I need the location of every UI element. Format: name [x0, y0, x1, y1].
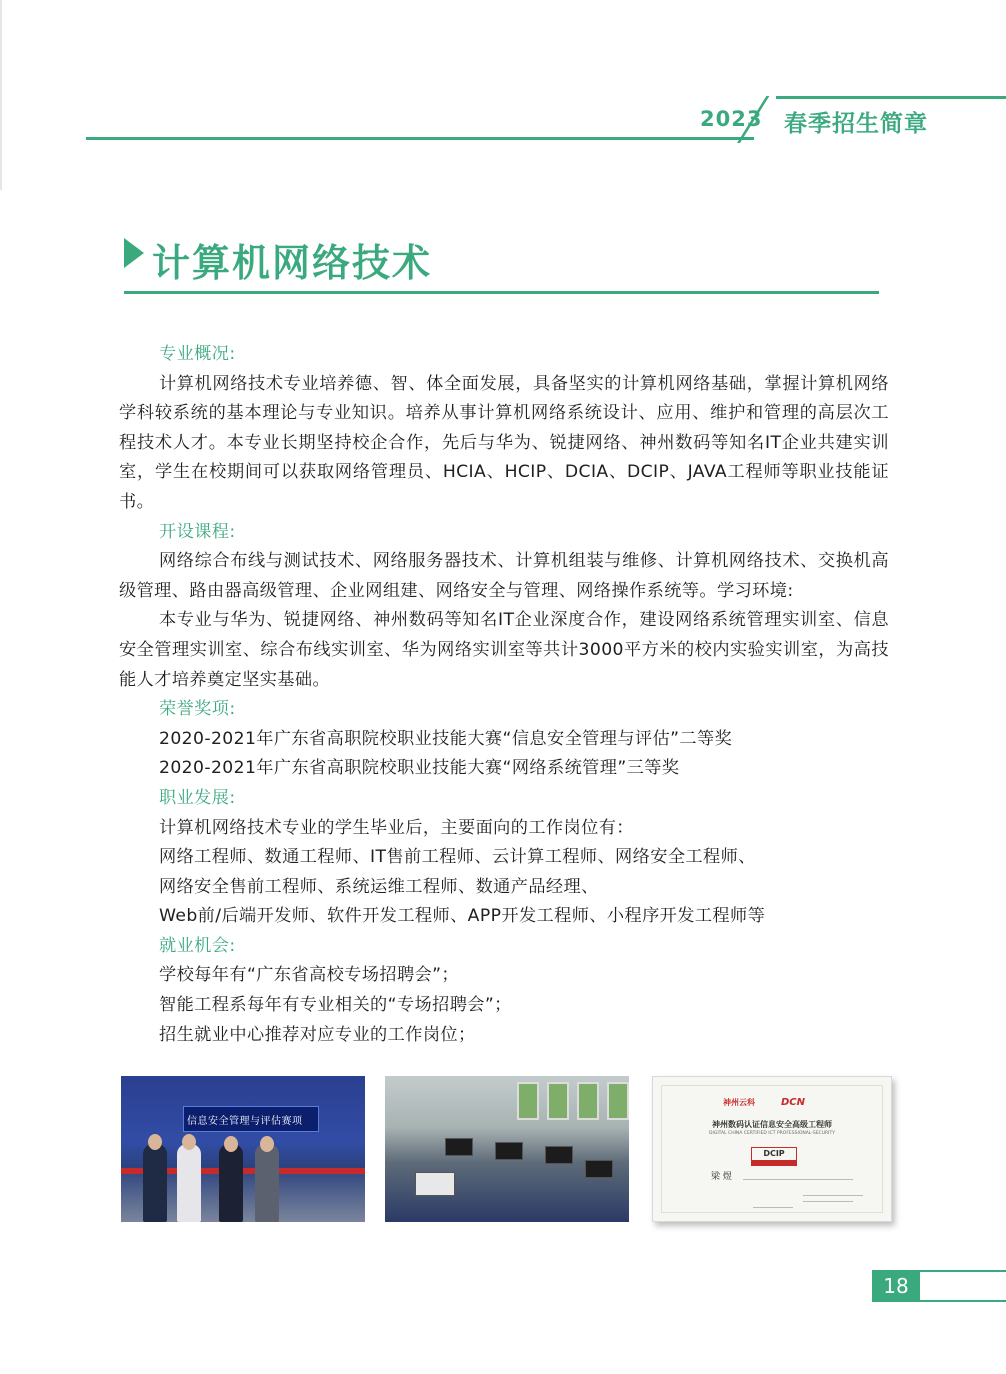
person-head: [148, 1134, 162, 1150]
certificate-badge: DCIP: [751, 1147, 797, 1161]
certificate-photo: [652, 1076, 892, 1222]
career-item: 网络安全售前工程师、系统运维工程师、数通产品经理、: [159, 876, 599, 897]
lab-window: [517, 1082, 539, 1120]
page-edge: [0, 0, 2, 190]
career-heading: 职业发展:: [159, 787, 236, 808]
courses-text: 网络综合布线与测试技术、网络服务器技术、计算机组装与维修、计算机网络技术、交换机高级管理、路由器高级管理、企业网组建、网络安全与管理、网络操作系统等。学习环境:: [119, 551, 889, 601]
header-rule-top: [776, 96, 1006, 99]
employment-item: 招生就业中心推荐对应专业的工作岗位；: [159, 1024, 476, 1045]
lab-monitor: [495, 1142, 523, 1160]
lab-window: [577, 1082, 599, 1120]
environment-text: 本专业与华为、锐捷网络、神州数码等知名IT企业深度合作，建设网络系统管理实训室、信息安全管理实训室、综合布线实训室、华为网络实训室等共计3000平方米的校内实验实训室，为高技能人才培养奠定坚实基础。: [119, 610, 889, 690]
header-title: 春季招生简章: [784, 111, 928, 137]
honors-heading: 荣誉奖项:: [159, 699, 236, 720]
header-rule: [86, 137, 754, 140]
person-figure: [177, 1144, 201, 1222]
award-banner-text: 信息安全管理与评估赛项: [187, 1116, 303, 1127]
main-content: [119, 340, 889, 1050]
header-year: 2023: [700, 107, 763, 131]
person-head: [260, 1136, 274, 1152]
person-figure: [143, 1144, 167, 1222]
page-number: 18: [872, 1270, 920, 1302]
section-underline: [124, 291, 879, 294]
overview-heading: 专业概况:: [159, 344, 236, 364]
person-figure: [255, 1144, 279, 1222]
certificate-logo-left: 神州云科: [723, 1098, 755, 1107]
employment-item: 学校每年有“广东省高校专场招聘会”；: [159, 965, 460, 986]
lab-monitor: [585, 1160, 613, 1178]
certificate-signature: [753, 1207, 793, 1208]
person-figure: [219, 1144, 243, 1222]
section-arrow-icon: [124, 238, 144, 268]
certificate-subtitle: DIGITAL CHINA CERTIFIED ICT PROFESSIONAL-SECURITY: [709, 1131, 835, 1136]
lab-window: [607, 1082, 629, 1120]
page-number-rule: [920, 1270, 1006, 1272]
certificate-badge-bar: [751, 1161, 797, 1166]
lab-window: [547, 1082, 569, 1120]
employment-item: 智能工程系每年有专业相关的“专场招聘会”；: [159, 995, 512, 1016]
lab-monitor: [445, 1138, 473, 1156]
person-head: [224, 1136, 238, 1152]
honor-item: 2020-2021年广东省高职院校职业技能大赛“网络系统管理”三等奖: [159, 758, 680, 779]
certificate-text-line: [743, 1179, 853, 1180]
certificate-title: 神州数码认证信息安全高级工程师: [712, 1120, 832, 1129]
career-item: Web前/后端开发师、软件开发工程师、APP开发工程师、小程序开发工程师等: [159, 906, 766, 927]
lab-monitor: [545, 1146, 573, 1164]
award-team-photo: [121, 1076, 365, 1222]
certificate-holder-name: 梁 煜: [711, 1172, 732, 1182]
lab-monitor: [415, 1172, 455, 1196]
certificate-text-line: [803, 1201, 853, 1202]
honor-item: 2020-2021年广东省高职院校职业技能大赛“信息安全管理与评估”二等奖: [159, 728, 733, 749]
page-number-rule: [920, 1300, 1006, 1302]
career-item: 计算机网络技术专业的学生毕业后，主要面向的工作岗位有：: [159, 817, 634, 838]
overview-text: 计算机网络技术专业培养德、智、体全面发展，具备坚实的计算机网络基础，掌握计算机网络学科较系统的基本理论与专业知识。培养从事计算机网络系统设计、应用、维护和管理的高层次工程技术人才。本专业长期坚持校企合作，先后与华为、锐捷网络、神州数码等知名IT企业共建实训室，学生在校期间可以获取网络管理员、HCIA、HCIP、DCIA、DCIP、JAVA工程师等职业技能证书。: [119, 373, 889, 512]
employment-heading: 就业机会:: [159, 935, 236, 956]
career-item: 网络工程师、数通工程师、IT售前工程师、云计算工程师、网络安全工程师、: [159, 847, 756, 868]
person-head: [182, 1134, 196, 1150]
courses-heading: 开设课程:: [159, 521, 236, 542]
certificate-logo-right: DCN: [781, 1097, 806, 1108]
section-title: 计算机网络技术: [152, 241, 433, 285]
computer-lab-photo: [385, 1076, 629, 1222]
certificate-text-line: [803, 1195, 863, 1196]
